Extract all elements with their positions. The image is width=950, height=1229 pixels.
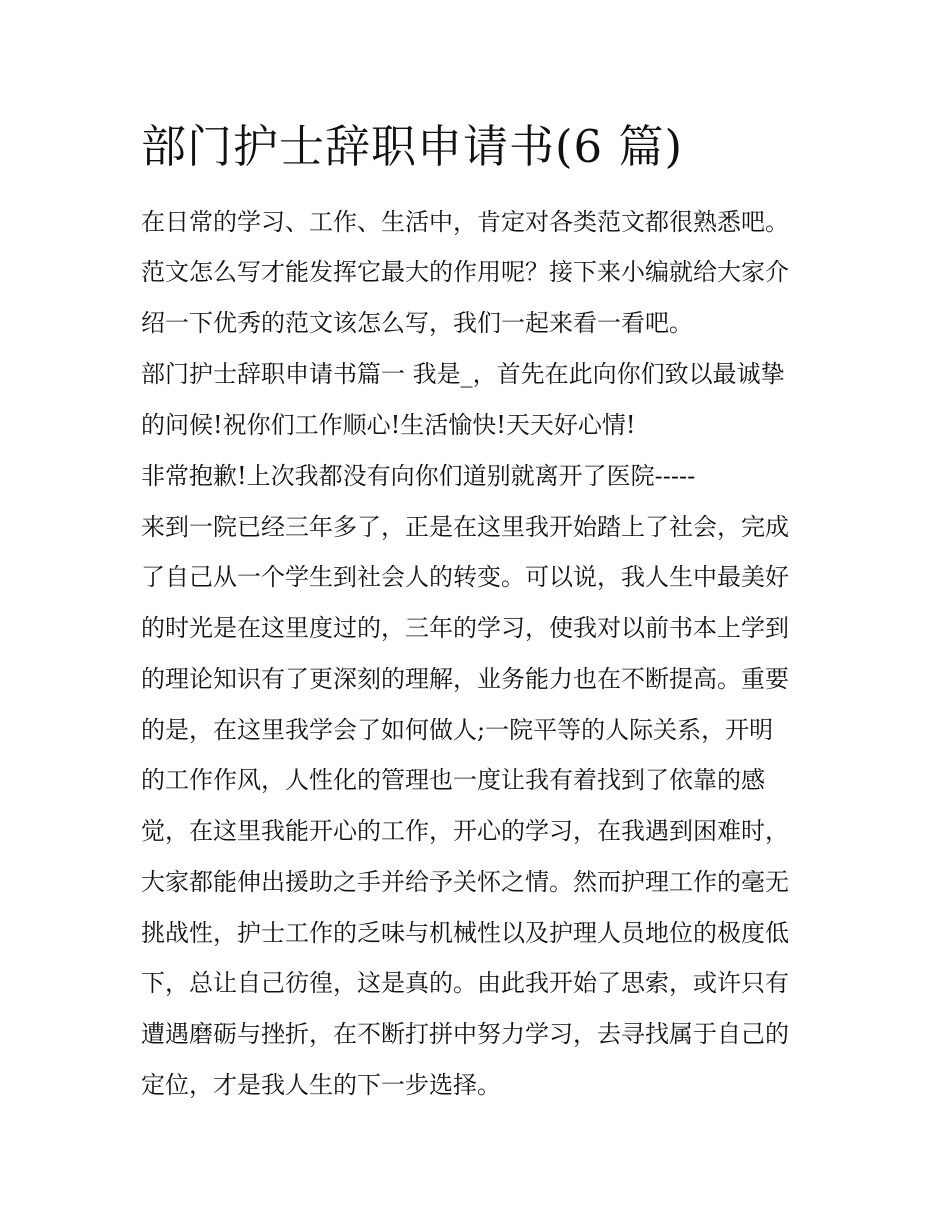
body-line: 绍一下优秀的范文该怎么写，我们一起来看一看吧。 [141,309,693,337]
body-line: 部门护士辞职申请书篇一 我是_，首先在此向你们致以最诚挚 [141,360,785,388]
body-line: 的工作作风，人性化的管理也一度让我有着找到了依靠的感 [141,766,765,794]
body-line: 非常抱歉!上次我都没有向你们道别就离开了医院----- [141,462,696,490]
body-line: 的是，在这里我学会了如何做人;一院平等的人际关系，开明 [141,716,774,744]
body-line: 觉，在这里我能开心的工作，开心的学习，在我遇到困难时， [141,817,789,845]
body-line: 范文怎么写才能发挥它最大的作用呢？接下来小编就给大家介 [141,258,789,286]
body-line: 的问候!祝你们工作顺心!生活愉快!天天好心情! [141,411,636,439]
body-line: 在日常的学习、工作、生活中，肯定对各类范文都很熟悉吧。 [141,208,789,236]
body-line: 的理论知识有了更深刻的理解，业务能力也在不断提高。重要 [141,665,789,693]
body-line: 遭遇磨砺与挫折，在不断打拼中努力学习，去寻找属于自己的 [141,1020,789,1048]
body-line: 下，总让自己彷徨，这是真的。由此我开始了思索，或许只有 [141,969,789,997]
body-line: 挑战性，护士工作的乏味与机械性以及护理人员地位的极度低 [141,919,789,947]
body-line: 大家都能伸出援助之手并给予关怀之情。然而护理工作的毫无 [141,868,789,896]
body-line: 了自己从一个学生到社会人的转变。可以说，我人生中最美好 [141,563,789,591]
document-title: 部门护士辞职申请书(6 篇) [141,120,684,173]
body-line: 定位，才是我人生的下一步选择。 [141,1071,501,1099]
body-line: 来到一院已经三年多了，正是在这里我开始踏上了社会，完成 [141,513,789,541]
body-line: 的时光是在这里度过的，三年的学习，使我对以前书本上学到 [141,614,789,642]
